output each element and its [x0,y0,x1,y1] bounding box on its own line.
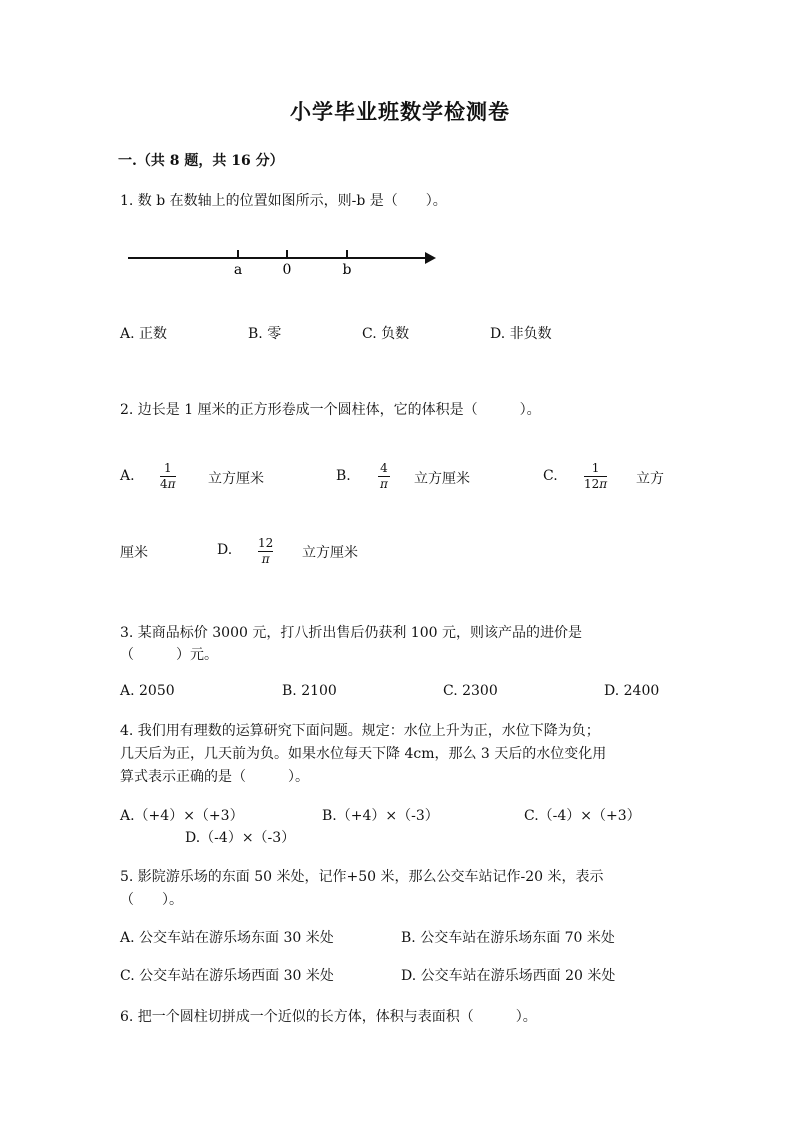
q4-option-b[interactable]: B.（+4）×（-3） [322,808,439,824]
q2-option-c-fraction: $\frac{1}{12\pi}$ [584,461,608,491]
q2-option-a-unit: 立方厘米 [208,471,264,487]
q5-option-c[interactable]: C. 公交车站在游乐场西面 30 米处 [120,968,334,984]
q2-option-c-unit-continued: 厘米 [120,545,148,561]
question-5-text-line1: 5. 影院游乐场的东面 50 米处，记作+50 米，那么公交车站记作-20 米，表示 [120,869,604,885]
q2-option-c-letter[interactable]: C. [543,468,558,484]
q4-option-c[interactable]: C.（-4）×（+3） [524,808,641,824]
section-heading: 一.（共 8 题，共 16 分） [118,153,284,169]
page-title: 小学毕业班数学检测卷 [290,99,510,124]
question-4-text-line3: 算式表示正确的是（ ）。 [120,769,309,785]
q2-option-d-letter[interactable]: D. [217,542,233,558]
q5-option-a[interactable]: A. 公交车站在游乐场东面 30 米处 [120,930,334,946]
q5-option-b[interactable]: B. 公交车站在游乐场东面 70 米处 [401,930,615,946]
q3-option-d[interactable]: D. 2400 [604,683,660,699]
q3-option-b[interactable]: B. 2100 [282,683,337,699]
q4-option-a[interactable]: A.（+4）×（+3） [120,808,244,824]
axis-label-a: a [233,262,243,278]
q2-option-b-letter[interactable]: B. [336,468,351,484]
q2-option-d-fraction: $\frac{12}{\pi}$ [258,536,274,566]
q1-option-b[interactable]: B. 零 [248,326,282,342]
question-4-text-line2: 几天后为正，几天前为负。如果水位每天下降 4cm，那么 3 天后的水位变化用 [120,746,607,762]
q1-option-d[interactable]: D. 非负数 [490,326,552,342]
q1-option-c[interactable]: C. 负数 [362,326,410,342]
question-5-text-line2: （ ）。 [120,892,183,908]
q2-option-b-fraction: $\frac{4}{\pi}$ [378,461,390,492]
question-4-text-line1: 4. 我们用有理数的运算研究下面问题。规定：水位上升为正，水位下降为负； [120,723,600,739]
question-1-text: 1. 数 b 在数轴上的位置如图所示，则-b 是（ ）。 [120,193,447,209]
question-3-text-line1: 3. 某商品标价 3000 元，打八折出售后仍获利 100 元，则该产品的进价是 [120,625,582,641]
q3-option-c[interactable]: C. 2300 [443,683,498,699]
q5-option-d[interactable]: D. 公交车站在游乐场西面 20 米处 [401,968,616,984]
question-6-text: 6. 把一个圆柱切拼成一个近似的长方体，体积与表面积（ ）。 [120,1009,537,1025]
q4-option-d[interactable]: D.（-4）×（-3） [185,830,296,846]
arrow-head-icon [425,252,436,264]
axis-label-zero: 0 [282,262,292,278]
question-2-text: 2. 边长是 1 厘米的正方形卷成一个圆柱体，它的体积是（ ）。 [120,402,541,418]
q2-option-b-unit: 立方厘米 [414,471,470,487]
axis-label-b: b [342,262,352,278]
q1-option-a[interactable]: A. 正数 [120,326,168,342]
q2-option-a-fraction: $\frac{1}{4\pi}$ [160,461,176,491]
number-line [120,240,450,280]
q2-option-d-unit: 立方厘米 [302,545,358,561]
q2-option-c-unit: 立方 [636,471,664,487]
question-3-text-line2: （ ）元。 [120,647,218,663]
q2-option-a-letter[interactable]: A. [120,468,135,484]
q3-option-a[interactable]: A. 2050 [120,683,175,699]
